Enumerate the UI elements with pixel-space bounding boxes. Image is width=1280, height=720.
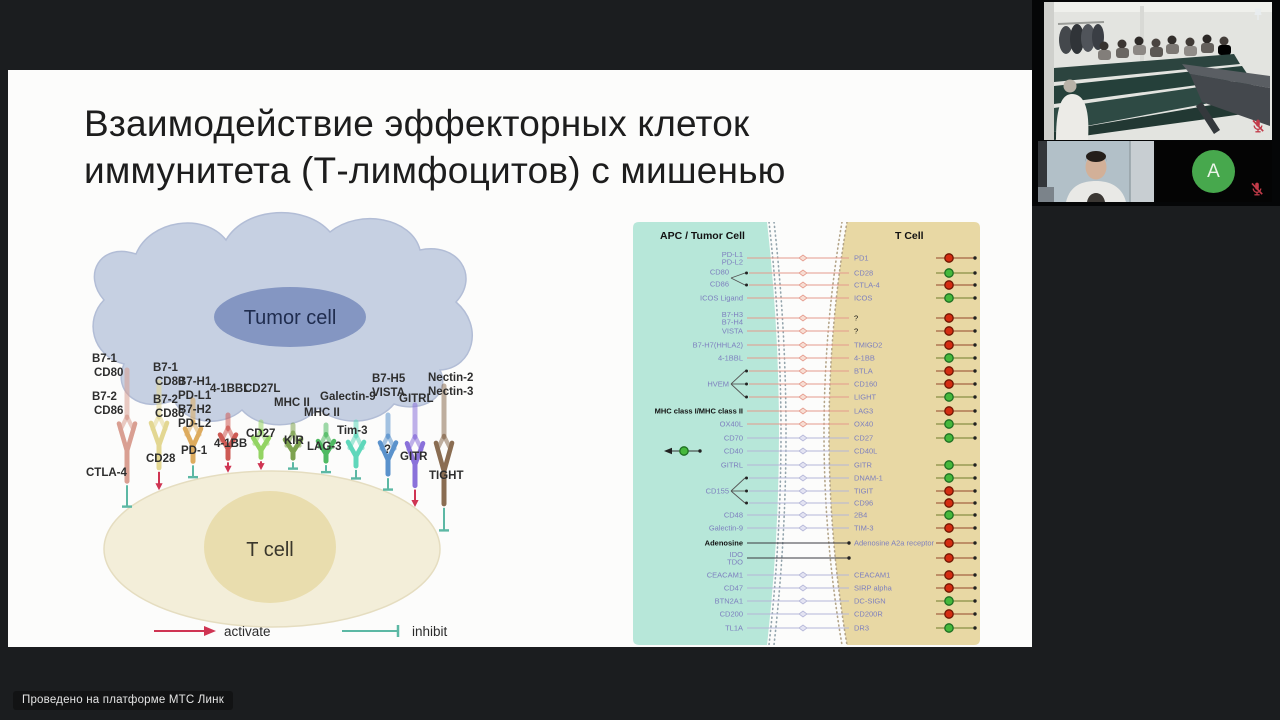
apc-header: APC / Tumor Cell <box>660 230 745 242</box>
apc-label: ICOS Ligand <box>700 293 743 303</box>
apc-label: CD155 <box>705 486 729 496</box>
tcell-label: ? <box>854 326 859 336</box>
slide-title-line1: Взаимодействие эффекторных клеток <box>84 103 750 144</box>
ligand-label: MHC II <box>274 397 310 409</box>
ligand-label: CD80 <box>155 376 185 388</box>
activate-arrow-icon <box>224 466 231 473</box>
ligand-label: CD27L <box>244 383 281 395</box>
apc-label: TL1A <box>725 623 743 633</box>
tcell-label: 4-1BB <box>854 353 875 363</box>
ligand-label: PD-L1 <box>178 390 212 402</box>
apc-label: PD-L1 <box>721 249 743 259</box>
video-tile-presenter[interactable] <box>1038 141 1154 202</box>
tcell-label: ICOS <box>854 293 873 303</box>
activate-signal-icon <box>945 597 953 605</box>
ligand-label: CD80 <box>94 367 124 379</box>
interaction-node <box>799 512 807 518</box>
ligand-label: MHC II <box>304 407 340 419</box>
tcell-label: CD96 <box>854 498 874 508</box>
interaction-node <box>799 421 807 427</box>
receptor-label: ? <box>384 444 392 456</box>
ligand-label: PD-L2 <box>178 418 212 430</box>
receptor-pair-lag3 <box>304 407 342 472</box>
interaction-node <box>799 295 807 301</box>
slide-title-line2: иммунитета (Т-лимфоцитов) с мишенью <box>84 150 786 191</box>
presentation-slide <box>8 70 1032 647</box>
receptor-label: LAG-3 <box>307 441 342 453</box>
interaction-node <box>799 368 807 374</box>
tcell-label: ? <box>854 313 859 323</box>
apc-label: CD48 <box>723 510 743 520</box>
tcell-label: SIRP alpha <box>854 583 892 593</box>
t-cell-label: T cell <box>246 539 294 561</box>
tcell-label: GITR <box>854 460 872 470</box>
activate-signal-icon <box>945 420 953 428</box>
tcell-label: DC-SIGN <box>854 596 886 606</box>
tcell-label: CD27 <box>854 433 874 443</box>
ligand-label: B7-H1 <box>178 376 212 388</box>
ligand-label: CD86 <box>94 405 124 417</box>
tcell-label: DNAM-1 <box>854 473 883 483</box>
activate-signal-icon <box>945 511 953 519</box>
receptor-pair-tight <box>428 372 473 530</box>
apc-label: B7-H3 <box>721 309 743 319</box>
tcell-header: T Cell <box>895 230 924 242</box>
interaction-node <box>799 500 807 506</box>
receptor-label: Tim-3 <box>337 425 368 437</box>
inhibit-signal-icon <box>945 571 953 579</box>
inhibit-signal-icon <box>945 380 953 388</box>
receptor-label: PD-1 <box>181 445 208 457</box>
ligand-label: CD86 <box>155 408 185 420</box>
apc-label: B7-H4 <box>721 317 743 327</box>
interaction-node <box>799 625 807 631</box>
interaction-node <box>799 255 807 261</box>
inhibit-signal-icon <box>945 539 953 547</box>
activate-signal-icon <box>945 393 953 401</box>
tcell-label: 2B4 <box>854 510 868 520</box>
interaction-node <box>799 585 807 591</box>
activate-signal-icon <box>945 624 953 632</box>
apc-label: IDO <box>729 549 743 559</box>
video-tile-avatar[interactable] <box>1156 141 1272 202</box>
inhibit-signal-icon <box>945 341 953 349</box>
interaction-node <box>799 328 807 334</box>
receptor-pair- <box>372 373 406 490</box>
tumor-cell-label: Tumor cell <box>243 307 337 329</box>
apc-label: OX40L <box>719 419 743 429</box>
tcell-label: TMIGD2 <box>854 340 883 350</box>
apc-label: CEACAM1 <box>706 570 743 580</box>
tcell-label: BTLA <box>854 366 873 376</box>
apc-label: B7-H7(HHLA2) <box>692 340 743 350</box>
activate-signal-icon <box>945 269 953 277</box>
presenter-scene <box>1038 141 1154 202</box>
tcell-label: OX40 <box>854 419 874 429</box>
apc-label: Adenosine <box>704 538 743 548</box>
receptor-label: 4-1BB <box>214 438 248 450</box>
tcell-label: LAG3 <box>854 406 874 416</box>
inhibit-signal-icon <box>945 367 953 375</box>
interaction-node <box>799 598 807 604</box>
apc-label: CD70 <box>723 433 743 443</box>
platform-badge: Проведено на платформе МТС Линк <box>13 691 233 710</box>
audience-scene <box>1044 2 1272 140</box>
coat-rack <box>1058 22 1104 54</box>
ligand-label: GITRL <box>399 393 434 405</box>
apc-label: PD-L2 <box>721 257 743 267</box>
receptor-label: TIGHT <box>429 470 464 482</box>
legend-activate-label: activate <box>224 624 271 639</box>
tcell-label: CTLA-4 <box>854 280 880 290</box>
receptor-pair-ctla4 <box>86 353 135 507</box>
apc-label: BTN2A1 <box>714 596 743 606</box>
apc-label: Galectin-9 <box>708 523 743 533</box>
ligand-label: B7-1 <box>153 362 178 374</box>
activate-signal-icon <box>945 474 953 482</box>
activate-arrow-icon <box>204 626 216 636</box>
inhibit-signal-icon <box>945 487 953 495</box>
interaction-node <box>799 435 807 441</box>
interaction-node <box>799 475 807 481</box>
ligand-label: Nectin-3 <box>428 386 474 398</box>
pin-icon[interactable] <box>1250 6 1266 22</box>
inhibit-signal-icon <box>945 610 953 618</box>
interaction-node <box>799 270 807 276</box>
interaction-node <box>799 408 807 414</box>
apc-label: MHC class I/MHC class II <box>654 406 743 416</box>
activate-signal-icon <box>945 294 953 302</box>
receptor-label: CD27 <box>246 428 276 440</box>
tcell-label: Adenosine A2a receptor <box>854 538 935 548</box>
apc-label: CD86 <box>709 279 729 289</box>
inhibit-signal-icon <box>945 584 953 592</box>
apc-label: CD80 <box>709 267 729 277</box>
ligand-label: Galectin-9 <box>320 391 376 403</box>
avatar-initial: A <box>1207 160 1220 182</box>
tcell-label: TIM-3 <box>854 523 874 533</box>
interaction-node <box>799 448 807 454</box>
inhibit-signal-icon <box>945 314 953 322</box>
tcell-label: CEACAM1 <box>854 570 891 580</box>
ligand-label: 4-1BBL <box>210 383 251 395</box>
apc-label: CD40 <box>723 446 743 456</box>
tcell-label: LIGHT <box>854 392 877 402</box>
apc-label: VISTA <box>721 326 743 336</box>
apc-label: HVEM <box>707 379 729 389</box>
apc-label: CD200 <box>719 609 743 619</box>
interaction-node <box>799 525 807 531</box>
receptor-pair-pd1 <box>178 376 212 477</box>
legend-inhibit-label: inhibit <box>412 624 448 639</box>
avatar <box>1192 150 1235 193</box>
ligand-label: B7-1 <box>92 353 117 365</box>
interaction-node <box>799 488 807 494</box>
ligand-label: VISTA <box>372 387 406 399</box>
interaction-node <box>799 611 807 617</box>
receptor-label: KIR <box>284 435 304 447</box>
tcell-label: TIGIT <box>854 486 874 496</box>
inhibit-signal-icon <box>945 499 953 507</box>
interaction-node <box>799 381 807 387</box>
ligand-label: Nectin-2 <box>428 372 474 384</box>
receptor-label: GITR <box>400 451 428 463</box>
video-tile-audience[interactable] <box>1044 2 1272 140</box>
interaction-node <box>799 355 807 361</box>
activate-signal-icon <box>945 434 953 442</box>
inhibit-signal-icon <box>945 554 953 562</box>
activate-arrow-icon <box>155 483 162 490</box>
tcell-label: CD160 <box>854 379 878 389</box>
receptor-label: CTLA-4 <box>86 467 127 479</box>
inhibit-signal-icon <box>945 254 953 262</box>
ligand-label: B7-H2 <box>178 404 212 416</box>
activate-arrow-icon <box>257 463 264 470</box>
interaction-node <box>799 315 807 321</box>
tcell-label: PD1 <box>854 253 869 263</box>
interaction-node <box>799 462 807 468</box>
inhibit-signal-icon <box>945 281 953 289</box>
interaction-node <box>799 394 807 400</box>
mic-muted-icon <box>1250 118 1266 134</box>
mic-muted-icon <box>1249 181 1265 197</box>
tcell-label: DR3 <box>854 623 870 633</box>
interaction-node <box>799 342 807 348</box>
inhibit-signal-icon <box>945 327 953 335</box>
tcell-label: CD200R <box>854 609 883 619</box>
interaction-node <box>799 572 807 578</box>
activate-signal-icon <box>945 354 953 362</box>
interaction-node <box>799 282 807 288</box>
ligand-label: B7-2 <box>153 394 178 406</box>
ligand-label: B7-H5 <box>372 373 406 385</box>
activate-signal-icon <box>680 447 688 455</box>
tcell-label: CD40L <box>854 446 878 456</box>
tcell-label: CD28 <box>854 268 874 278</box>
receptor-pair-gitr <box>399 393 434 507</box>
ligand-label: B7-2 <box>92 391 117 403</box>
apc-label: CD47 <box>723 583 743 593</box>
inhibit-signal-icon <box>945 407 953 415</box>
inhibit-signal-icon <box>945 524 953 532</box>
apc-label: TDO <box>727 557 743 567</box>
activate-signal-icon <box>945 461 953 469</box>
checkpoint-pathway-diagram <box>633 222 980 645</box>
receptor-label: CD28 <box>146 453 176 465</box>
apc-label: GITRL <box>720 460 743 470</box>
apc-label: 4-1BBL <box>717 353 743 363</box>
